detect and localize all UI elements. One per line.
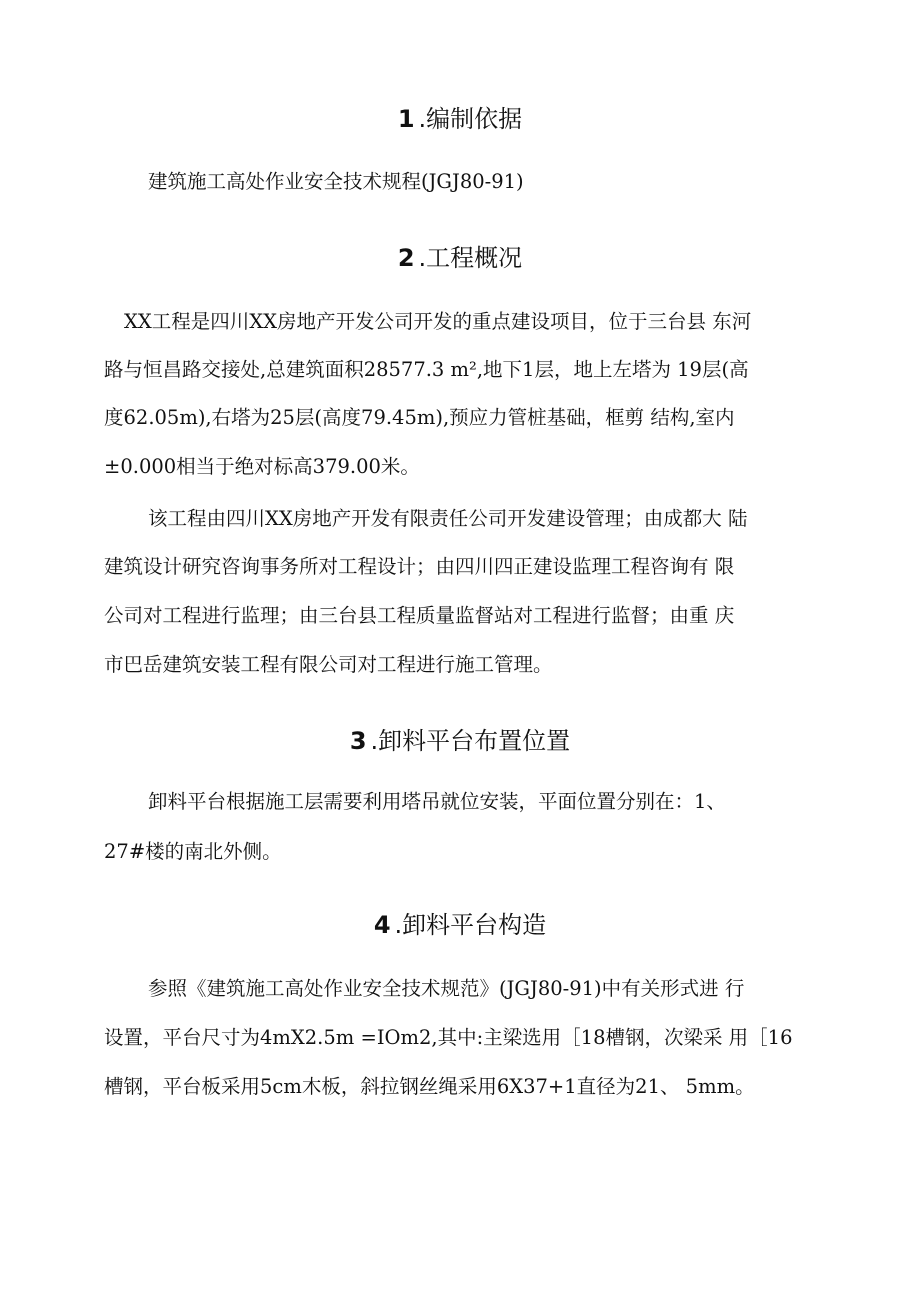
section-3-line-2: 27#楼的南北外侧。 <box>104 840 282 863</box>
section-2-line-2: 路与恒昌路交接处,总建筑面积28577.3 m²,地下1层，地上左塔为 19层(高 <box>104 358 749 381</box>
section-2-line-5: 该工程由四川XX房地产开发有限责任公司开发建设管理；由成都大 陆 <box>148 507 748 530</box>
section-2-line-7: 公司对工程进行监理；由三台县工程质量监督站对工程进行监督；由重 庆 <box>104 604 735 627</box>
section-1-number: 1 <box>397 105 415 133</box>
section-2-line-4: ±0.000相当于绝对标高379.00米。 <box>104 455 420 478</box>
section-2-line-6: 建筑设计研究咨询事务所对工程设计；由四川四正建设监理工程咨询有 限 <box>104 555 735 578</box>
section-2-line-3: 度62.05m),右塔为25层(高度79.45m),预应力管桩基础，框剪 结构,室内 <box>104 406 735 429</box>
section-3-title: .卸料平台布置位置 <box>370 727 571 755</box>
section-4-title: .卸料平台构造 <box>394 911 547 939</box>
section-4-line-2: 设置，平台尺寸为4mX2.5m =IOm2,其中:主梁选用［18槽钢，次梁采 用［16 <box>104 1026 793 1049</box>
section-3-line-1: 卸料平台根据施工层需要利用塔吊就位安装，平面位置分别在：1、 <box>148 790 726 813</box>
section-1-heading <box>0 104 920 134</box>
section-3-number: 3 <box>349 727 367 755</box>
section-1-line-1: 建筑施工高处作业安全技术规程(JGJ80-91) <box>148 170 524 193</box>
section-2-number: 2 <box>397 244 415 272</box>
section-3-heading <box>0 726 920 756</box>
section-4-heading <box>0 910 920 940</box>
section-2-heading <box>0 243 920 273</box>
section-4-number: 4 <box>373 911 391 939</box>
section-4-line-1: 参照《建筑施工高处作业安全技术规范》(JGJ80-91)中有关形式进 行 <box>148 977 745 1000</box>
section-2-title: .工程概况 <box>418 244 523 272</box>
section-4-line-3: 槽钢，平台板采用5cm木板，斜拉钢丝绳采用6X37+1直径为21、 5mm。 <box>104 1075 755 1098</box>
section-2-line-1: XX工程是四川XX房地产开发公司开发的重点建设项目，位于三台县 东河 <box>124 310 752 333</box>
section-1-title: .编制依据 <box>418 105 523 133</box>
section-2-line-8: 市巴岳建筑安装工程有限公司对工程进行施工管理。 <box>104 653 553 676</box>
